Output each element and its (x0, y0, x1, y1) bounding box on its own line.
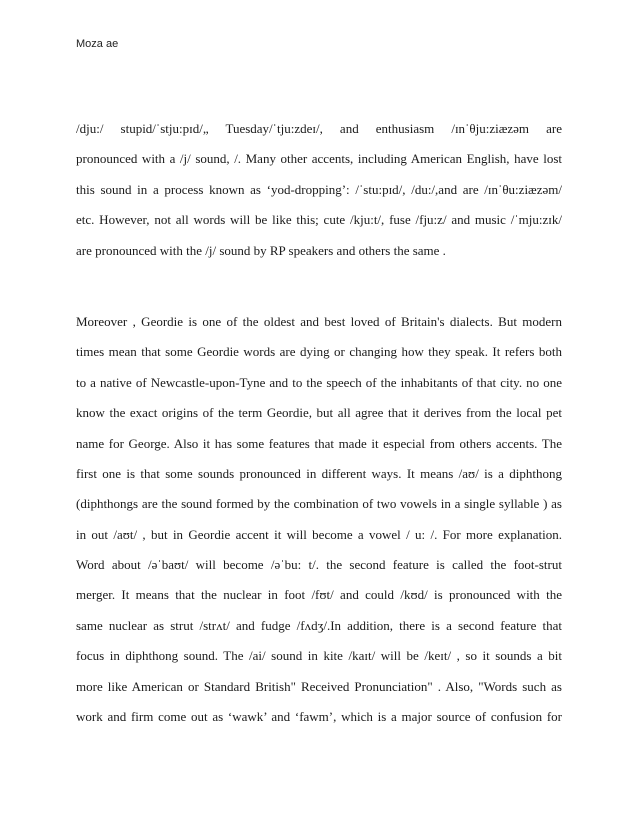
document-body (76, 114, 562, 732)
text-line: (diphthongs are the sound formed by the combination of two vowels in a single syllable ) as (76, 496, 562, 512)
text-line: times mean that some Geordie words are dying or changing how they speak. It refers both (76, 344, 562, 360)
page-header-author: Moza ae (76, 38, 119, 50)
text-line: etc. However, not all words will be like this; cute /kju:t/, fuse /fju:z/ and music /ˈmju:zɪk/ (76, 212, 562, 228)
text-line: merger. It means that the nuclear in foot /fʊt/ and could /kʊd/ is pronounced with the (76, 587, 562, 603)
text-line: know the exact origins of the term Geordie, but all agree that it derives from the local pet (76, 405, 562, 421)
text-line: are pronounced with the /j/ sound by RP speakers and others the same . (76, 242, 446, 258)
text-line: Word about /əˈbaʊt/ will become /əˈbu: t/. the second feature is called the foot-strut (76, 557, 562, 573)
text-line: pronounced with a /j/ sound, /. Many other accents, including American English, have lost (76, 151, 562, 167)
text-line: same nuclear as strut /strʌt/ and fudge /fʌdʒ/.In addition, there is a second feature that (76, 617, 562, 633)
text-line: work and firm come out as ‘wawk’ and ‘fawm’, which is a major source of confusion for (76, 709, 562, 725)
text-line: focus in diphthong sound. The /ai/ sound in kite /kaɪt/ will be /keɪt/ , so it sounds a bit (76, 648, 562, 664)
text-line: this sound in a process known as ‘yod-dropping’: /ˈstu:pɪd/, /du:/,and are /ɪnˈθu:ziæzəm/ (76, 181, 562, 197)
text-line: more like American or Standard British" Received Pronunciation" . Also, "Words such as (76, 678, 562, 694)
text-line: Moreover , Geordie is one of the oldest and best loved of Britain's dialects. But modern (76, 313, 562, 329)
text-line: to a native of Newcastle-upon-Tyne and to the speech of the inhabitants of that city. no one (76, 374, 562, 390)
text-line: name for George. Also it has some features that made it especial from others accents. The (76, 435, 562, 451)
text-line: in out /aʊt/ , but in Geordie accent it will become a vowel / u: /. For more explanation. (76, 526, 562, 542)
paragraph-2 (76, 307, 562, 732)
paragraph-spacer (76, 266, 562, 307)
paragraph-1 (76, 114, 562, 266)
text-line: first one is that some sounds pronounced in different ways. It means /aʊ/ is a diphthong (76, 465, 562, 481)
text-line: /dju:/ stupid/ˈstju:pɪd/„ Tuesday/ˈtju:zdeɪ/, and enthusiasm /ɪnˈθju:ziæzəm are (76, 121, 562, 136)
